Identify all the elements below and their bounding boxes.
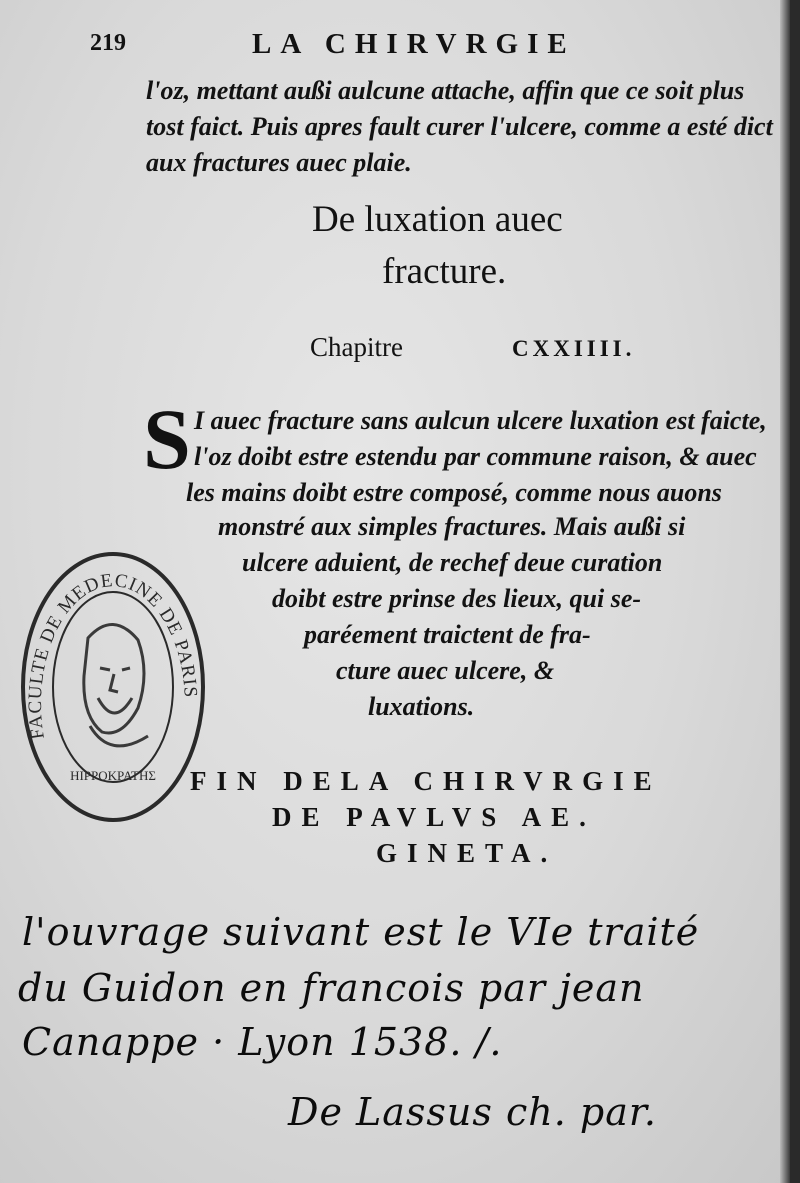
- section-title-continued: fracture.: [382, 251, 507, 292]
- chapter-line: paréement traictent de fra-: [304, 620, 591, 649]
- chapter-line: I auec fracture sans aulcun ulcere luxation est faicte,: [194, 406, 767, 435]
- handwritten-note-line: du Guidon en francois par jean: [18, 966, 645, 1010]
- handwritten-note-line: Canappe · Lyon 1538. /.: [22, 1020, 503, 1064]
- running-head: LA CHIRVRGIE: [252, 28, 576, 60]
- chapter-line: monstré aux simples fractures. Mais außi si: [218, 512, 686, 541]
- chapter-line: cture auec ulcere, &: [336, 656, 555, 685]
- stamp-bottom-text: HIPPOKPATHΣ: [70, 768, 156, 783]
- handwritten-note-line: l'ouvrage suivant est le VIe traité: [22, 910, 700, 954]
- chapter-line: les mains doibt estre composé, comme nous auons: [186, 478, 722, 507]
- handwritten-signature: De Lassus ch. par.: [288, 1090, 657, 1134]
- library-stamp: [18, 548, 208, 826]
- colophon-line: DE PAVLVS AE.: [272, 802, 596, 832]
- chapter-line: luxations.: [368, 692, 475, 721]
- section-title: De luxation auec: [312, 199, 563, 240]
- drop-cap: S: [143, 391, 191, 487]
- body-line: aux fractures auec plaie.: [146, 148, 412, 177]
- stamp-outer-text: FACULTE DE MEDECINE DE PARIS: [24, 569, 201, 741]
- chapter-line: l'oz doibt estre estendu par commune raison, & auec: [194, 442, 757, 471]
- page-spine-shadow: [780, 0, 790, 1183]
- body-line: l'oz, mettant außi aulcune attache, affin que ce soit plus: [146, 76, 745, 105]
- page-number: 219: [90, 30, 126, 56]
- chapter-line: doibt estre prinse des lieux, qui se-: [272, 584, 642, 613]
- chapter-label: Chapitre: [310, 332, 403, 362]
- hippocrates-portrait-icon: [84, 624, 148, 745]
- colophon-line: FIN DELA CHIRVRGIE: [190, 766, 662, 796]
- chapter-line: ulcere aduient, de rechef deue curation: [242, 548, 663, 577]
- colophon-line: GINETA.: [376, 838, 558, 868]
- chapter-number: CXXIIII.: [512, 336, 636, 361]
- body-line: tost faict. Puis apres fault curer l'ulcere, comme a esté dict: [146, 112, 773, 141]
